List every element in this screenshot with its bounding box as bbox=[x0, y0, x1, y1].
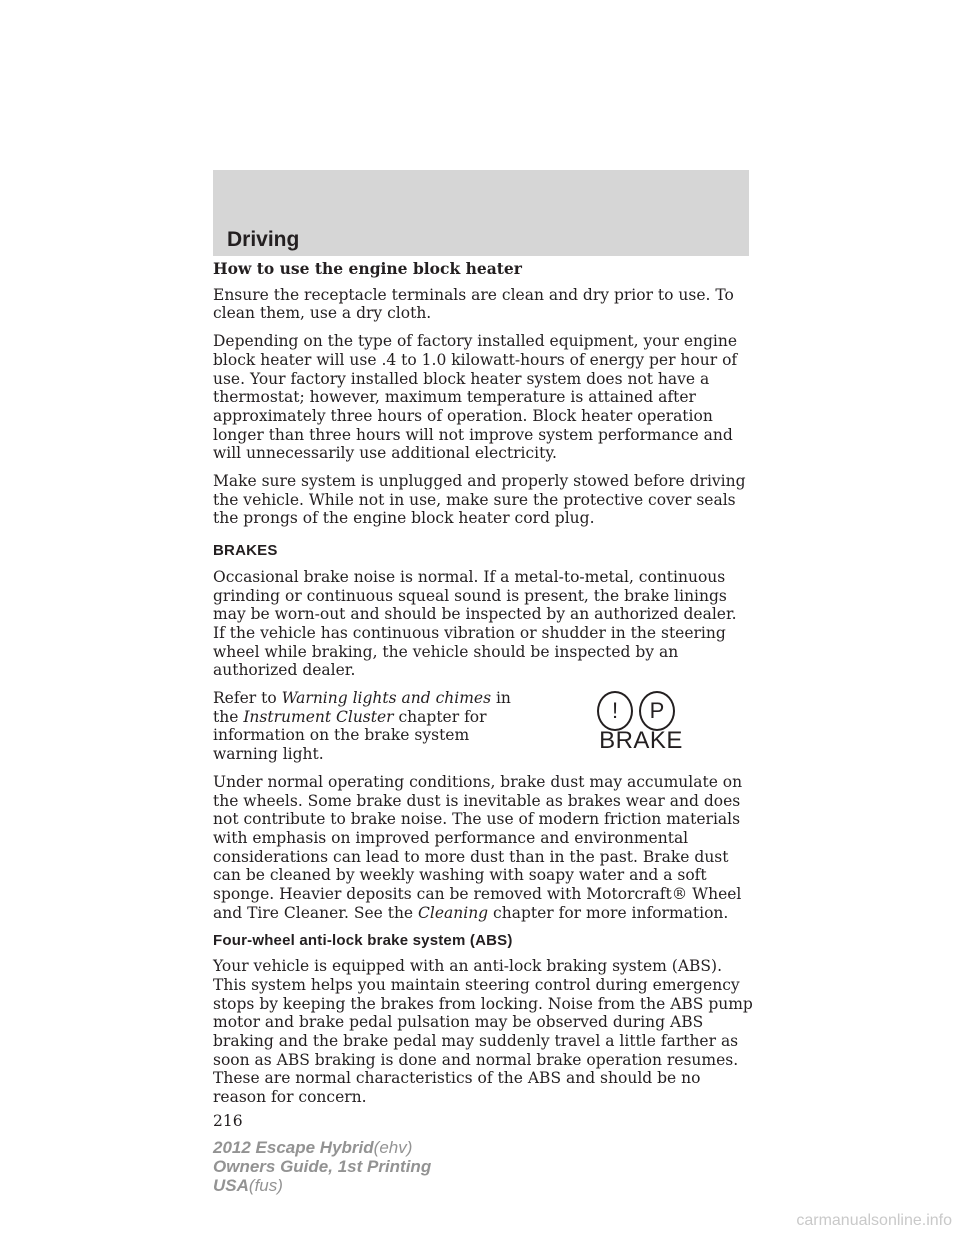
abs-heading: Four-wheel anti-lock brake system (ABS) bbox=[213, 931, 513, 949]
brakes-paragraph-3 bbox=[213, 773, 753, 923]
brakes-paragraph-1: Occasional brake noise is normal. If a metal-to-metal, continuous grinding or continuous squeal sound is present, the brake linings may be worn-out and should be inspected by an authorized dealer. If the vehicle has continuous vibration or shudder in the steering wheel while braking, the vehicle should be inspected by an authorized dealer. bbox=[213, 567, 737, 680]
page-content bbox=[213, 260, 753, 1131]
footer-region-code: (fus) bbox=[248, 1176, 283, 1195]
footer-model: 2012 Escape Hybrid bbox=[213, 1138, 374, 1157]
section-title: Driving bbox=[227, 228, 300, 251]
section-header bbox=[213, 170, 749, 256]
footer-model-code: (ehv) bbox=[373, 1138, 413, 1157]
instrument-cluster-link[interactable]: Instrument Cluster bbox=[243, 707, 394, 726]
abs-paragraph: Your vehicle is equipped with an anti-lock braking system (ABS). This system helps you maintain steering control during emergency stops by keeping the brakes from locking. Noise from the ABS pump motor and brake pedal pulsation may be observed during ABS braking and the brake pedal may suddenly travel a little farther as soon as ABS braking is done and normal brake operation resumes. These are normal characteristics of the ABS and should be no reason for concern. bbox=[213, 957, 753, 1107]
footer-line-2 bbox=[213, 1157, 431, 1176]
refer-prefix: Refer to bbox=[213, 689, 282, 708]
footer-line-3 bbox=[213, 1176, 431, 1195]
brakes-heading: BRAKES bbox=[213, 542, 278, 560]
engine-block-heater-heading: How to use the engine block heater bbox=[213, 259, 522, 278]
brake-reference-paragraph bbox=[213, 689, 513, 764]
refer-mid: in the bbox=[213, 689, 511, 726]
brake-icon-label: BRAKE bbox=[599, 727, 683, 755]
exclamation-icon: ! bbox=[597, 691, 633, 731]
cleaning-link[interactable]: Cleaning bbox=[418, 903, 489, 922]
brake-dust-text: Under normal operating conditions, brake dust may accumulate on the wheels. Some brake dust is inevitable as brakes wear and does not contribute to brake noise. The use of modern friction materials with emphasis on improved performance and environmental considerations can lead to more dust than in the past. Brake dust can be cleaned by weekly washing with soapy water and a soft sponge. Heavier deposits can be removed with Motorcraft® Wheel and Tire Cleaner. See the bbox=[213, 772, 743, 922]
refer-suffix: chapter for information on the brake system warning light. bbox=[213, 707, 487, 764]
warning-lights-link[interactable]: Warning lights and chimes bbox=[281, 689, 492, 708]
footer-line-1 bbox=[213, 1138, 431, 1157]
document-footer bbox=[213, 1138, 431, 1195]
footer-region: USA bbox=[213, 1176, 249, 1195]
engine-block-heater-paragraph-3: Make sure system is unplugged and properly stowed before driving the vehicle. While not in use, make sure the protective cover seals the prongs of the engine block heater cord plug. bbox=[213, 472, 746, 528]
watermark: carmanualsonline.info bbox=[796, 1212, 952, 1229]
engine-block-heater-paragraph-1: Ensure the receptacle terminals are clean and dry prior to use. To clean them, use a dry cloth. bbox=[213, 285, 734, 323]
brake-warning-reference bbox=[213, 689, 753, 764]
engine-block-heater-paragraph-2: Depending on the type of factory installed equipment, your engine block heater will use .4 to 1.0 kilowatt-hours of energy per hour of use. Your factory installed block heater system does not have a thermostat; however, maximum temperature is attained after approximately three hours of operation. Block heater operation longer than three hours will not improve system performance and will unnecessarily use additional electricity. bbox=[213, 332, 738, 463]
footer-guide: Owners Guide, 1st Printing bbox=[213, 1157, 432, 1176]
parking-icon: P bbox=[639, 691, 675, 731]
brake-dust-text-end: chapter for more information. bbox=[488, 903, 729, 922]
page-number: 216 bbox=[213, 1111, 243, 1130]
brake-warning-icon bbox=[593, 689, 683, 761]
